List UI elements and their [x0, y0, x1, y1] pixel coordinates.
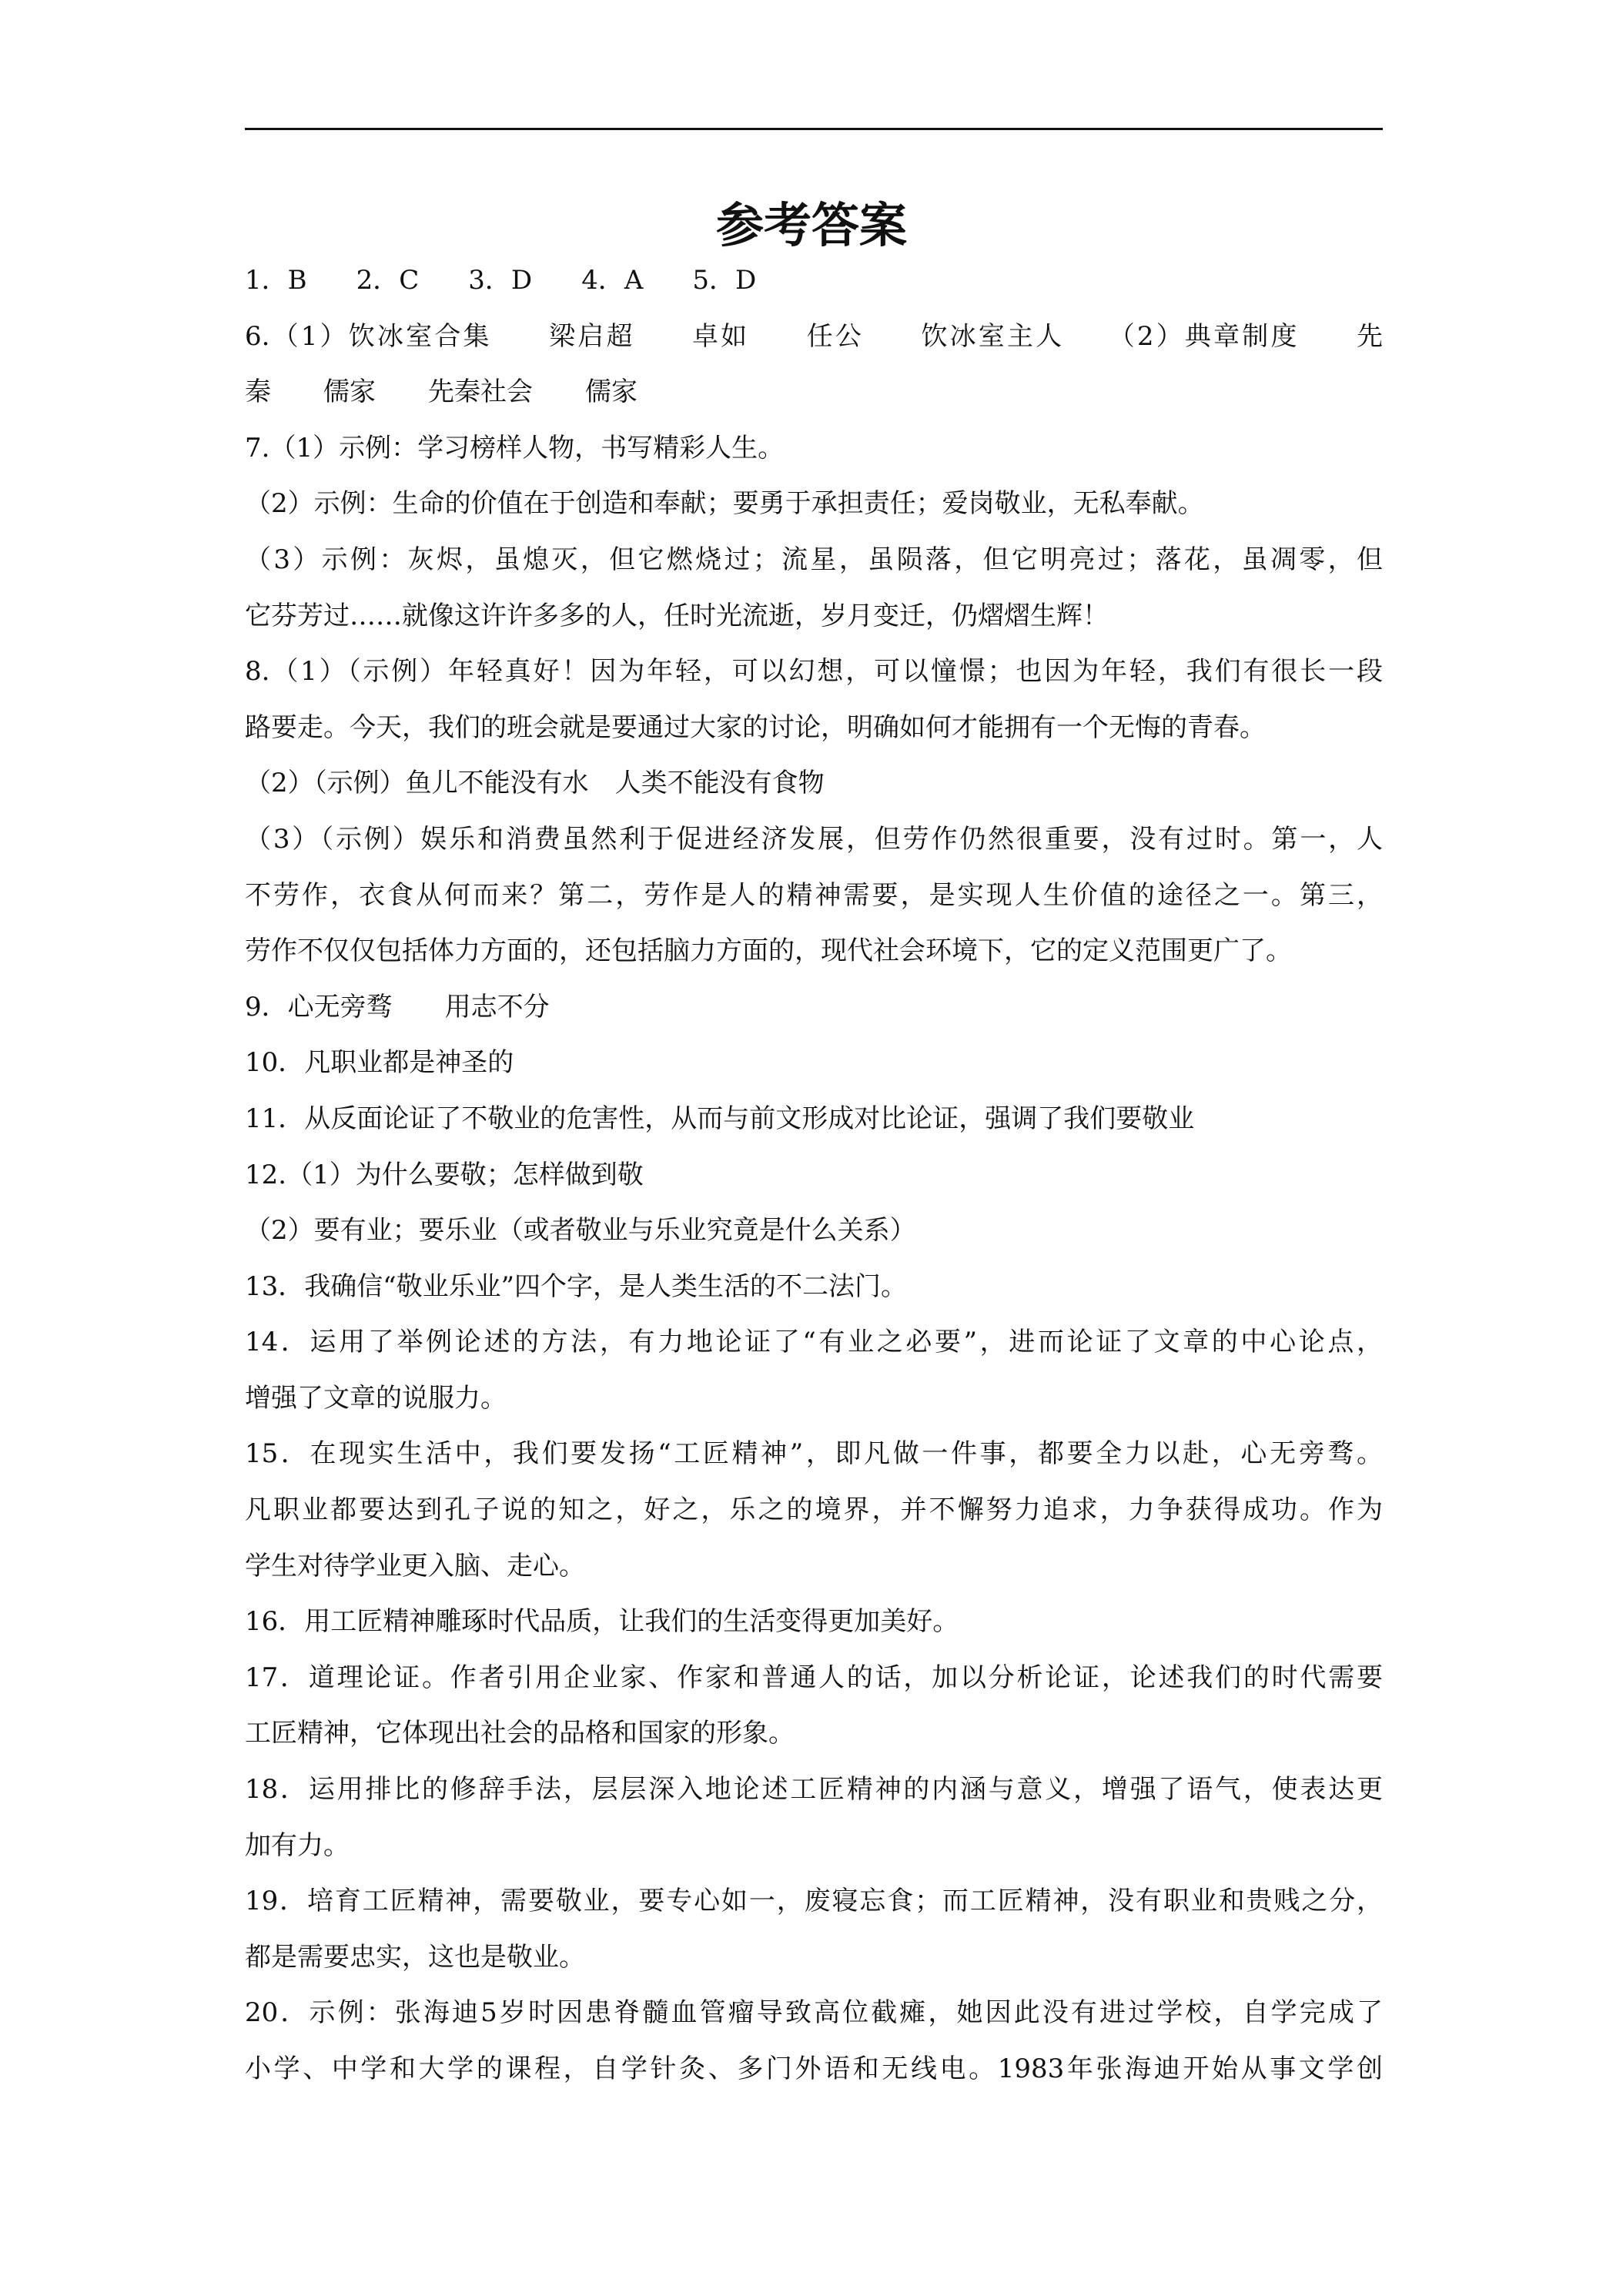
text-line: 小学、中学和大学的课程，自学针灸、多门外语和无线电。1983年张海迪开始从事文学创 [245, 2053, 1383, 2084]
text-line: 凡职业都要达到孔子说的知之，好之，乐之的境界，并不懈努力追求，力争获得成功。作为 [245, 1494, 1383, 1526]
text-line: 7.（1）示例：学习榜样人物，书写精彩人生。 [245, 432, 785, 464]
answer-body [245, 253, 1383, 2097]
text-line: 学生对待学业更入脑、走心。 [245, 1550, 585, 1581]
text-line: 16．用工匠精神雕琢时代品质，让我们的生活变得更加美好。 [245, 1606, 959, 1638]
text-line: 9．心无旁骛 用志不分 [245, 991, 550, 1022]
text-line: 秦 儒家 先秦社会 儒家 [245, 377, 637, 408]
text-line: 6.（1）饮冰室合集 梁启超 卓如 任公 饮冰室主人 （2）典章制度 先 [245, 320, 1383, 352]
text-line: 19．培育工匠精神，需要敬业，要专心如一，废寝忘食；而工匠精神，没有职业和贵贱之分， [245, 1886, 1383, 1917]
text-line: 18．运用排比的修辞手法，层层深入地论述工匠精神的内涵与意义，增强了语气，使表达更 [245, 1774, 1383, 1806]
text-line: 增强了文章的说服力。 [245, 1382, 507, 1414]
text-line: 都是需要忠实，这也是敬业。 [245, 1941, 585, 1973]
text-line: 20．示例：张海迪5岁时因患脊髓血管瘤导致高位截瘫，她因此没有进过学校，自学完成了 [245, 1997, 1383, 2029]
text-line: 10．凡职业都是神圣的 [245, 1047, 514, 1079]
multiple-choice-answers [245, 253, 1383, 309]
mc-answer: 2．C [356, 265, 420, 296]
text-line: （3）（示例）娱乐和消费虽然利于促进经济发展，但劳作仍然很重要，没有过时。第一，人 [245, 823, 1383, 855]
text-line: 劳作不仅仅包括体力方面的，还包括脑力方面的，现代社会环境下，它的定义范围更广了。 [245, 935, 1292, 967]
text-line: 14．运用了举例论述的方法，有力地论证了“有业之必要”，进而论证了文章的中心论点， [245, 1327, 1383, 1358]
text-line: 12.（1）为什么要敬；怎样做到敬 [245, 1159, 644, 1190]
text-line: 15．在现实生活中，我们要发扬“工匠精神”，即凡做一件事，都要全力以赴，心无旁骛。 [245, 1438, 1383, 1470]
text-line: 17．道理论证。作者引用企业家、作家和普通人的话，加以分析论证，论述我们的时代需要 [245, 1662, 1383, 1693]
text-line: 工匠精神，它体现出社会的品格和国家的形象。 [245, 1718, 795, 1749]
mc-answer: 3．D [468, 265, 533, 296]
page-title: 参考答案 [715, 197, 907, 253]
mc-answer: 1．B [245, 265, 307, 296]
text-line: 11．从反面论证了不敬业的危害性，从而与前文形成对比论证，强调了我们要敬业 [245, 1103, 1195, 1134]
text-line: （2）要有业；要乐业（或者敬业与乐业究竟是什么关系） [245, 1215, 916, 1247]
text-line: （2）（示例）鱼儿不能没有水 人类不能没有食物 [245, 768, 825, 799]
text-line: 13．我确信“敬业乐业”四个字，是人类生活的不二法门。 [245, 1270, 908, 1302]
text-line: （2）示例：生命的价值在于创造和奉献；要勇于承担责任；爱岗敬业，无私奉献。 [245, 488, 1204, 520]
text-line: 8.（1）（示例）年轻真好！因为年轻，可以幻想，可以憧憬；也因为年轻，我们有很长一段 [245, 656, 1383, 688]
mc-answer: 4．A [581, 265, 644, 296]
text-line: 不劳作，衣食从何而来？第二，劳作是人的精神需要，是实现人生价值的途径之一。第三， [245, 879, 1383, 911]
header-rule [245, 128, 1383, 130]
text-line: 路要走。今天，我们的班会就是要通过大家的讨论，明确如何才能拥有一个无悔的青春。 [245, 711, 1266, 743]
text-line: 它芬芳过……就像这许许多多的人，任时光流逝，岁月变迁，仍熠熠生辉！ [245, 600, 1109, 631]
text-line: （3）示例：灰烬，虽熄灭，但它燃烧过；流星，虽陨落，但它明亮过；落花，虽凋零，但 [245, 544, 1383, 575]
mc-answer: 5．D [692, 265, 757, 296]
text-line: 加有力。 [245, 1829, 350, 1861]
